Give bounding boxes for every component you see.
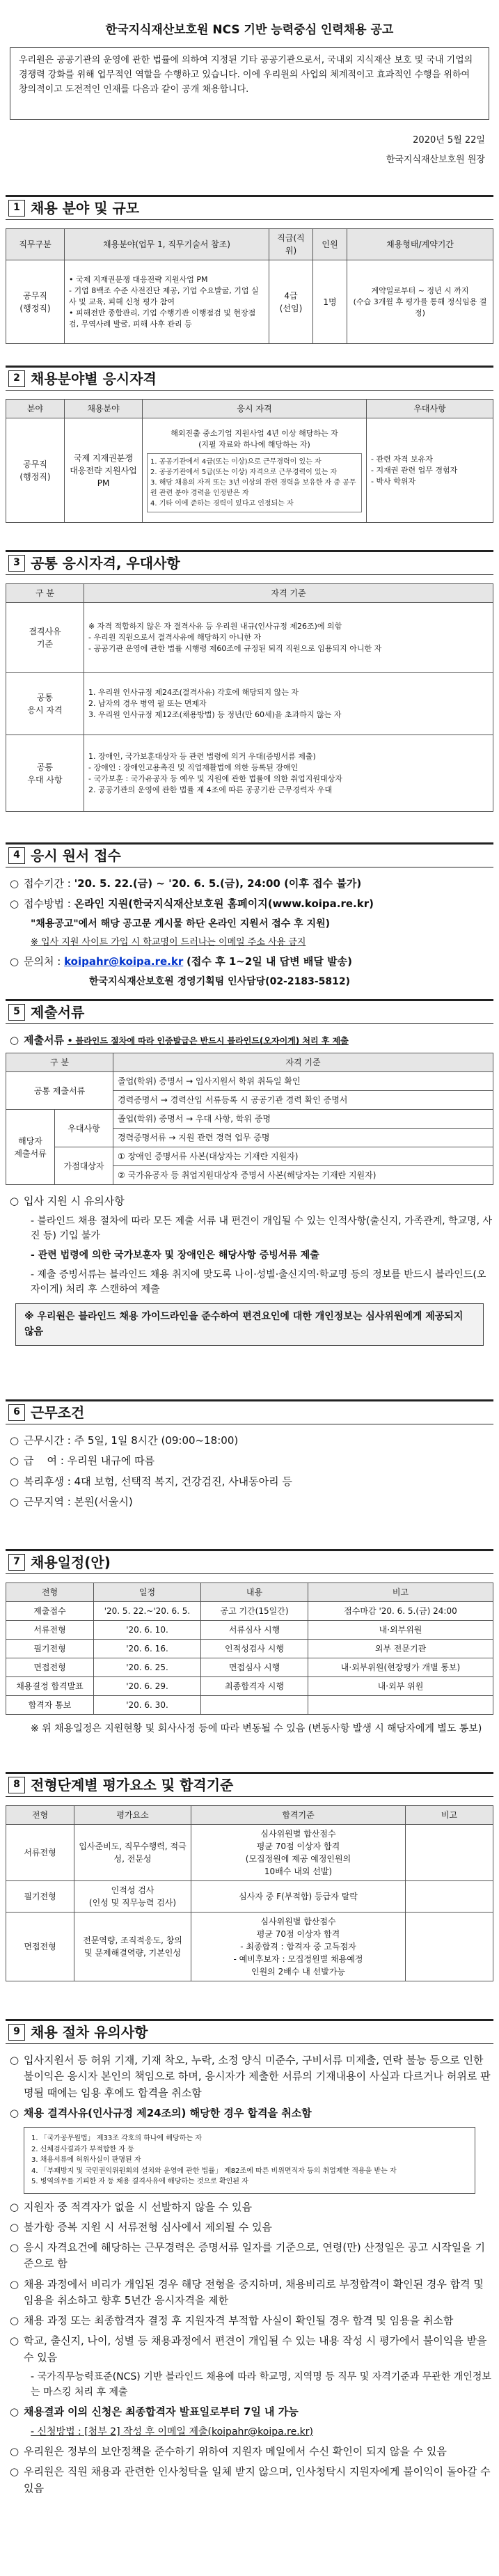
table-header: 전형 (6, 1583, 94, 1602)
table-cell: '20. 6. 16. (94, 1640, 201, 1658)
contact-org: 한국지식재산보호원 경영기획팀 인사담당(02-2183-5812) (89, 975, 351, 987)
notice-sub-2: - 관련 법령에 의한 국가보훈자 및 장애인은 해당사항 증빙서류 제출 (31, 1250, 319, 1262)
table-cell: 계약일로부터 ~ 정년 시 까지 (수습 3개월 후 평가를 통해 정식임용 결정) (347, 260, 493, 344)
condition-label: 복리후생 (24, 1475, 64, 1488)
section-8-heading (6, 1772, 493, 1797)
table-cell: 전문역량, 조직적응도, 창의 및 문제해결역량, 기본인성 (74, 1913, 191, 1981)
table-row (6, 1913, 493, 1981)
condition-line (6, 1474, 493, 1490)
table-cell: 외부 전문기관 (308, 1640, 493, 1658)
table-cell: 1. 우리원 인사규정 제24조(결격사유) 각호에 해당되지 않는 자 2. 남자의 경우 병역 필 또는 면제자 3. 우리원 인사규정 제12조(채용방법) 등 정년(만 60세)을 초과하지 않는 자 (84, 673, 493, 735)
table-cell: 심사위원별 합산점수 평균 70점 이상자 합격 (모집정원에 제공 예정인원의 10배수 내외 선발) (191, 1825, 406, 1881)
method-value: 온라인 지원(한국지식재산보호원 홈페이지(www.koipa.re.kr) (74, 897, 374, 911)
section-6-number: 6 (8, 1404, 25, 1421)
table-header: 비고 (406, 1806, 493, 1825)
condition-label: 근무시간 (24, 1434, 64, 1447)
table-cell: 공통 우대 사항 (6, 735, 84, 812)
table-header: 자격 기준 (113, 1053, 493, 1072)
section-2-title: 채용분야별 응시자격 (31, 370, 157, 387)
caution-item: ○ 입사지원서 등 허위 기재, 기재 착오, 누락, 소정 양식 미준수, 구비서류 미제출, 연락 불능 등으로 인한 불이익은 응시자 본인의 책임으로 하며, 응시자가 제출한 서류의 기재내용이 사실과 다르거나 허위로 판명될 때에는 임용 후에도 합격을 취소함 (6, 2052, 493, 2101)
table-cell: 심사자 중 F(부적합) 등급자 탈락 (191, 1881, 406, 1913)
table-cell (406, 1881, 493, 1913)
table-cell: - 관련 자격 보유자 - 지재권 관련 업무 경험자 - 박사 학위자 (367, 418, 493, 523)
period-value: '20. 5. 22.(금) ~ '20. 6. 5.(금), 24:00 (이후 접수 불가) (74, 877, 362, 890)
documents-lead-label: 제출서류 (24, 1034, 64, 1047)
caution-item: ○ 학교, 출신지, 나이, 성별 등 채용과정에서 편견이 개입될 수 있는 내용 작성 시 평가에서 불이익을 받을 수 있음 (6, 2333, 493, 2366)
evaluation-table (6, 1805, 493, 1981)
table-header: 비고 (308, 1583, 493, 1602)
caution-item: ○ 지원자 중 적격자가 없을 시 선발하지 않을 수 있음 (6, 2199, 493, 2215)
table-cell: 입사준비도, 직무수행력, 적극성, 전문성 (74, 1825, 191, 1881)
table-cell: 1. 장애인, 국가보훈대상자 등 관련 법령에 의거 우대(증빙서류 제출) - 장애인 : 장애인고용촉진 및 직업재활법에 의한 등록된 장애인 - 국가보훈 : 국가유공자 등 예우 및 지원에 관한 법률에 의한 취업지원대상자 2. 공공기관의 운영에 관한 법률 제 4조에 따른 공공기관 근무경력자 우대 (84, 735, 493, 812)
table-cell: 공무직 (행정직) (6, 418, 65, 523)
section-9-number: 9 (8, 2024, 25, 2041)
contact-label: 문의처 : (24, 955, 61, 968)
condition-line (6, 1494, 493, 1510)
table-cell: '20. 5. 22.~'20. 6. 5. (94, 1602, 201, 1621)
table-header: 인원 (313, 229, 347, 260)
table-header: 우대사항 (367, 400, 493, 418)
method-label: 접수방법 : (24, 897, 71, 911)
table-cell: '20. 6. 10. (94, 1621, 201, 1640)
section-1-title: 채용 분야 및 규모 (31, 199, 140, 217)
table-cell: 경력증명서 → 경력산입 서류등록 시 공공기관 경력 확인 증명서 (113, 1091, 493, 1110)
section-7 (6, 1549, 493, 1772)
condition-value: : 본원(서울시) (67, 1495, 133, 1508)
schedule-table (6, 1582, 493, 1715)
condition-value: : 우리원 내규에 따름 (60, 1454, 155, 1468)
table-cell (406, 1913, 493, 1981)
contact-email-link[interactable]: koipahr@koipa.re.kr (64, 955, 184, 968)
table-cell: 내·외부위원 (308, 1621, 493, 1640)
disqualification-list-box: 1. 「국가공무원법」 제33조 각호의 하나에 해당하는 자 2. 신체검사결과가 부적합한 자 등 3. 채용서류에 허위사실이 판명된 자 4. 「부패방지 및 국민권익위원회의 설치와 운영에 관한 법률」 제82조에 따른 비위면직자 등의 취업제한 적용을 받는 자 5. 병역의무를 기피한 자 등 채용 결격사유에 해당하는 것으로 확인된 자 (24, 2127, 475, 2194)
section-6 (6, 1399, 493, 1549)
section-3-number: 3 (8, 555, 25, 572)
schedule-note: ※ 위 채용일정은 지원현황 및 회사사정 등에 따라 변동될 수 있음 (변동사항 발생 시 해당자에게 별도 통보) (31, 1723, 482, 1735)
table-cell: ※ 자격 적합하지 않은 자 결격사유 등 우리원 내규(인사규정 제26조)에 의함 - 우리원 직원으로서 결격사유에 해당하지 아니한 자 - 공공기관 운영에 관한 법률 시행령 제60조에 규정된 퇴직 직원으로 임용되지 아니한 자 (84, 603, 493, 673)
section-8-number: 8 (8, 1777, 25, 1793)
table-row (6, 1696, 493, 1715)
table-header: 일정 (94, 1583, 201, 1602)
table-row (6, 1602, 493, 1621)
table-cell: • 국제 지재권분쟁 대응전략 지원사업 PM - 기업 8백조 수준 사전진단 제공, 기업 수요발굴, 기업 실사 및 교육, 피해 신청 평가 참여 • 피해전반 종합관리, 기업 수행기관 이행점검 및 현장점검, 무역사례 발굴, 피해 사후 관리 등 (65, 260, 269, 344)
table-cell: 1명 (313, 260, 347, 344)
table-row (6, 1658, 493, 1677)
table-row (6, 1677, 493, 1696)
table-cell: 공통 제출서류 (6, 1072, 113, 1110)
recruit-field-table (6, 228, 493, 344)
section-2-heading (6, 366, 493, 391)
table-cell: 서류심사 시행 (201, 1621, 308, 1640)
condition-label: 근무지역 (24, 1495, 64, 1508)
condition-line (6, 1453, 493, 1469)
table-header: 분야 (6, 400, 65, 418)
table-header: 구 분 (6, 584, 84, 603)
table-row (6, 1640, 493, 1658)
section-7-number: 7 (8, 1554, 25, 1571)
section-5-title: 제출서류 (31, 1003, 85, 1021)
caution-sub: - 국가직무능력표준(NCS) 기반 블라인드 채용에 따라 학교명, 지역명 등 직무 및 자격기준과 무관한 개인정보는 마스킹 처리 후 제출 (31, 2371, 491, 2398)
table-cell (406, 1825, 493, 1881)
table-header: 채용형태/계약기간 (347, 229, 493, 260)
table-cell: 합격자 통보 (6, 1696, 94, 1715)
section-5-heading (6, 999, 493, 1024)
table-header: 직급(직위) (269, 229, 313, 260)
table-cell: 국제 지재권분쟁 대응전략 지원사업 PM (65, 418, 143, 523)
table-cell: 필기전형 (6, 1881, 74, 1913)
table-header: 직무구분 (6, 229, 65, 260)
table-cell: 면접심사 시행 (201, 1658, 308, 1677)
section-5 (6, 999, 493, 1399)
qualification-list: 1. 공공기관에서 4급(또는 이상)으로 근무경력이 있는 자 2. 공공기관에서 5급(또는 이상) 자격으로 근무경력이 있는 자 3. 해당 채용의 자격 또는 3년 이상의 관련 경력을 보유한 자 중 공무원 관련 분야 경력을 인정받은 자 4. 기타 이에 준하는 경력이 있다고 인정되는 자 (147, 453, 362, 512)
section-1 (6, 195, 493, 366)
table-cell: 경력증명서류 → 지원 관련 경력 업무 증명 (113, 1129, 493, 1147)
table-cell: 서류전형 (6, 1825, 74, 1881)
table-header: 구 분 (6, 1053, 113, 1072)
section-3-heading (6, 550, 493, 575)
section-5-number: 5 (8, 1004, 25, 1021)
table-cell: 공고 기간(15일간) (201, 1602, 308, 1621)
table-cell: 내·외부 위원 (308, 1677, 493, 1696)
table-cell: 인적성검사 시행 (201, 1640, 308, 1658)
intro-box: 우리원은 공공기관의 운영에 관한 법률에 의하여 지정된 기타 공공기관으로서, 국내외 지식재산 보호 및 국내 기업의 경쟁력 강화를 위해 업무적인 역할을 수행하고 있습니다. 이에 우리원의 사업의 체계적이고 효과적인 수행을 위하여 창의적이고 도전적인 인재를 다음과 같이 공개 채용합니다. (10, 47, 489, 120)
section-7-title: 채용일정(안) (31, 1553, 111, 1571)
section-3-title: 공통 응시자격, 우대사항 (31, 554, 180, 572)
notice-sub-3: - 제출 증빙서류는 블라인드 채용 취지에 맞도록 나이·성별·출신지역·학교명 등의 정보를 반드시 블라인드(오자이게) 처리 후 스캔하여 제출 (31, 1269, 486, 1296)
table-cell: 내·외부위원(현장평가 개별 통보) (308, 1658, 493, 1677)
contact-note: (접수 후 1~2일 내 답변 배달 발송) (187, 955, 352, 968)
table-cell: 접수마감 '20. 6. 5.(금) 24:00 (308, 1602, 493, 1621)
section-2 (6, 366, 493, 550)
caution-item: ○ 응시 자격요건에 해당하는 근무경력은 증명서류 일자를 기준으로, 연령(만) 산정일은 공고 시작일을 기준으로 함 (6, 2240, 493, 2272)
section-4-number: 4 (8, 847, 25, 864)
table-cell: ① 장애인 증명서류 사본(대상자는 기재란 지원자) (113, 1147, 493, 1166)
table-header: 응시 자격 (143, 400, 367, 418)
caution-item: ○ 우리원은 직원 채용과 관련한 인사청탁을 일체 받지 않으며, 인사청탁시 지원자에게 불이익이 돌아갈 수 있음 (6, 2464, 493, 2497)
section-6-heading (6, 1399, 493, 1424)
table-cell: 해당자 제출서류 (6, 1110, 55, 1185)
condition-value: : 주 5일, 1일 8시간 (09:00~18:00) (67, 1434, 239, 1447)
table-header: 채용분야 (65, 400, 143, 418)
table-header: 전형 (6, 1806, 74, 1825)
table-cell (201, 1696, 308, 1715)
caution-item: ○ 채용 과정에서 비리가 개입된 경우 해당 전형을 중지하며, 채용비리로 부정합격이 확인된 경우 합격 및 임용을 취소하고 향후 5년간 응시자격을 제한 (6, 2277, 493, 2309)
table-cell: 면접전형 (6, 1913, 74, 1981)
section-2-number: 2 (8, 370, 25, 387)
table-cell: '20. 6. 25. (94, 1658, 201, 1677)
table-header: 합격기준 (191, 1806, 406, 1825)
table-cell: '20. 6. 30. (94, 1696, 201, 1715)
table-cell: ② 국가유공자 등 취업지원대상자 증명서 사본(해당자는 기재란 지원자) (113, 1166, 493, 1185)
table-header: 채용분야(업무 1, 직무기술서 참조) (65, 229, 269, 260)
section-4-heading (6, 842, 493, 867)
notice-sub-1: - 블라인드 채용 절차에 따라 모든 제출 서류 내 편견이 개입될 수 있는 인적사항(출신지, 가족관계, 학교명, 사진 등) 기입 불가 (31, 1215, 493, 1242)
section-6-title: 근무조건 (31, 1404, 85, 1421)
table-row (6, 1881, 493, 1913)
page-title: 한국지식재산보호원 NCS 기반 능력중심 인력채용 공고 (105, 23, 394, 37)
table-cell: 필기전형 (6, 1640, 94, 1658)
table-cell: 최종합격자 시행 (201, 1677, 308, 1696)
blind-highlight-box: ※ 우리원은 블라인드 채용 가이드라인을 준수하여 편견요인에 대한 개인정보는 심사위원에게 제공되지 않음 (15, 1303, 484, 1346)
table-cell: 채용결정 합격발표 (6, 1677, 94, 1696)
contact-line (6, 954, 493, 970)
condition-label: 급 여 (24, 1454, 58, 1468)
table-cell: 결격사유 기준 (6, 603, 84, 673)
method-note: ※ 입사 지원 사이트 가입 시 학교명이 드러나는 이메일 주소 사용 금지 (31, 937, 306, 948)
section-3 (6, 550, 493, 842)
condition-line (6, 1433, 493, 1449)
qualification-main: 해외진출 중소기업 지원사업 4년 이상 해당하는 자 (지필 자료와 하나에 해당하는 자) (171, 429, 338, 450)
documents-lead-note: • 블라인드 절차에 따라 인증발급은 반드시 블라인드(오자이게) 처리 후 제출 (67, 1036, 349, 1046)
table-cell (308, 1696, 493, 1715)
section-4 (6, 842, 493, 999)
table-header: 내용 (201, 1583, 308, 1602)
table-cell: 우대사항 (55, 1110, 113, 1147)
notice-date: 2020년 5월 22일 (413, 135, 485, 146)
table-header: 평가요소 (74, 1806, 191, 1825)
period-label: 접수기간 : (24, 877, 71, 890)
condition-value: : 4대 보험, 선택적 복지, 건강검진, 사내동아리 등 (67, 1475, 292, 1488)
method-line-2: "채용공고"에서 해당 공고문 게시물 하단 온라인 지원서 접수 후 지원) (31, 918, 330, 929)
table-cell: 가점대상자 (55, 1147, 113, 1185)
table-row (6, 1825, 493, 1881)
section-9 (6, 2019, 493, 2576)
table-cell: 심사위원별 합산점수 평균 70점 이상자 합격 - 최종합격 : 합격자 중 고득점자 - 예비후보자 : 모집정원별 채용예정 인원의 2배수 내 선발가능 (191, 1913, 406, 1981)
table-cell: 공무직 (행정직) (6, 260, 65, 344)
documents-table (6, 1053, 493, 1185)
section-8-title: 전형단계별 평가요소 및 합격기준 (31, 1776, 234, 1793)
table-cell: 인적성 검사 (인성 및 직무능력 검사) (74, 1881, 191, 1913)
common-qualification-table (6, 583, 493, 812)
caution-item: ○ 채용 결격사유(인사규정 제24조의) 해당한 경우 합격을 취소함 (6, 2105, 493, 2121)
table-cell: 서류전형 (6, 1621, 94, 1640)
table-cell: 제출접수 (6, 1602, 94, 1621)
caution-sub: - 신청방법 : [첨부 2] 작성 후 이메일 제출(koipahr@koipa.re.kr) (31, 2426, 313, 2437)
caution-item: ○ 우리원은 정부의 보안정책을 준수하기 위하여 지원자 메일에서 수신 확인이 되지 않을 수 있음 (6, 2444, 493, 2460)
section-8 (6, 1772, 493, 2019)
method-line (6, 896, 493, 912)
table-row (6, 1621, 493, 1640)
table-cell: 졸업(학위) 증명서 → 우대 사항, 학위 증명 (113, 1110, 493, 1129)
notice-bullet: ○ 입사 지원 시 유의사항 (6, 1193, 493, 1209)
table-cell: 4급 (선임) (269, 260, 313, 344)
caution-item: ○ 불가항 증복 지원 시 서류전형 심사에서 제외될 수 있음 (6, 2220, 493, 2236)
table-cell (143, 418, 367, 523)
table-cell: 졸업(학위) 증명서 → 입사지원서 학위 취득일 확인 (113, 1072, 493, 1091)
documents-lead (6, 1032, 493, 1049)
table-cell: 면접전형 (6, 1658, 94, 1677)
section-7-heading (6, 1549, 493, 1574)
table-cell: '20. 6. 29. (94, 1677, 201, 1696)
section-9-title: 채용 절차 유의사항 (31, 2023, 148, 2041)
qualification-table (6, 399, 493, 523)
notice-org: 한국지식재산보호원 원장 (386, 155, 485, 166)
table-header: 자격 기준 (84, 584, 493, 603)
section-1-number: 1 (8, 200, 25, 217)
period-line (6, 876, 493, 892)
section-9-heading (6, 2019, 493, 2044)
section-1-heading (6, 195, 493, 220)
section-4-title: 응시 원서 접수 (31, 847, 121, 864)
caution-item: ○ 채용결과 이의 신청은 최종합격자 발표일로부터 7일 내 가능 (6, 2404, 493, 2420)
caution-item: ○ 채용 과정 또는 최종합격자 결정 후 지원자격 부적합 사실이 확인될 경우 합격 및 임용을 취소함 (6, 2313, 493, 2329)
table-cell: 공통 응시 자격 (6, 673, 84, 735)
